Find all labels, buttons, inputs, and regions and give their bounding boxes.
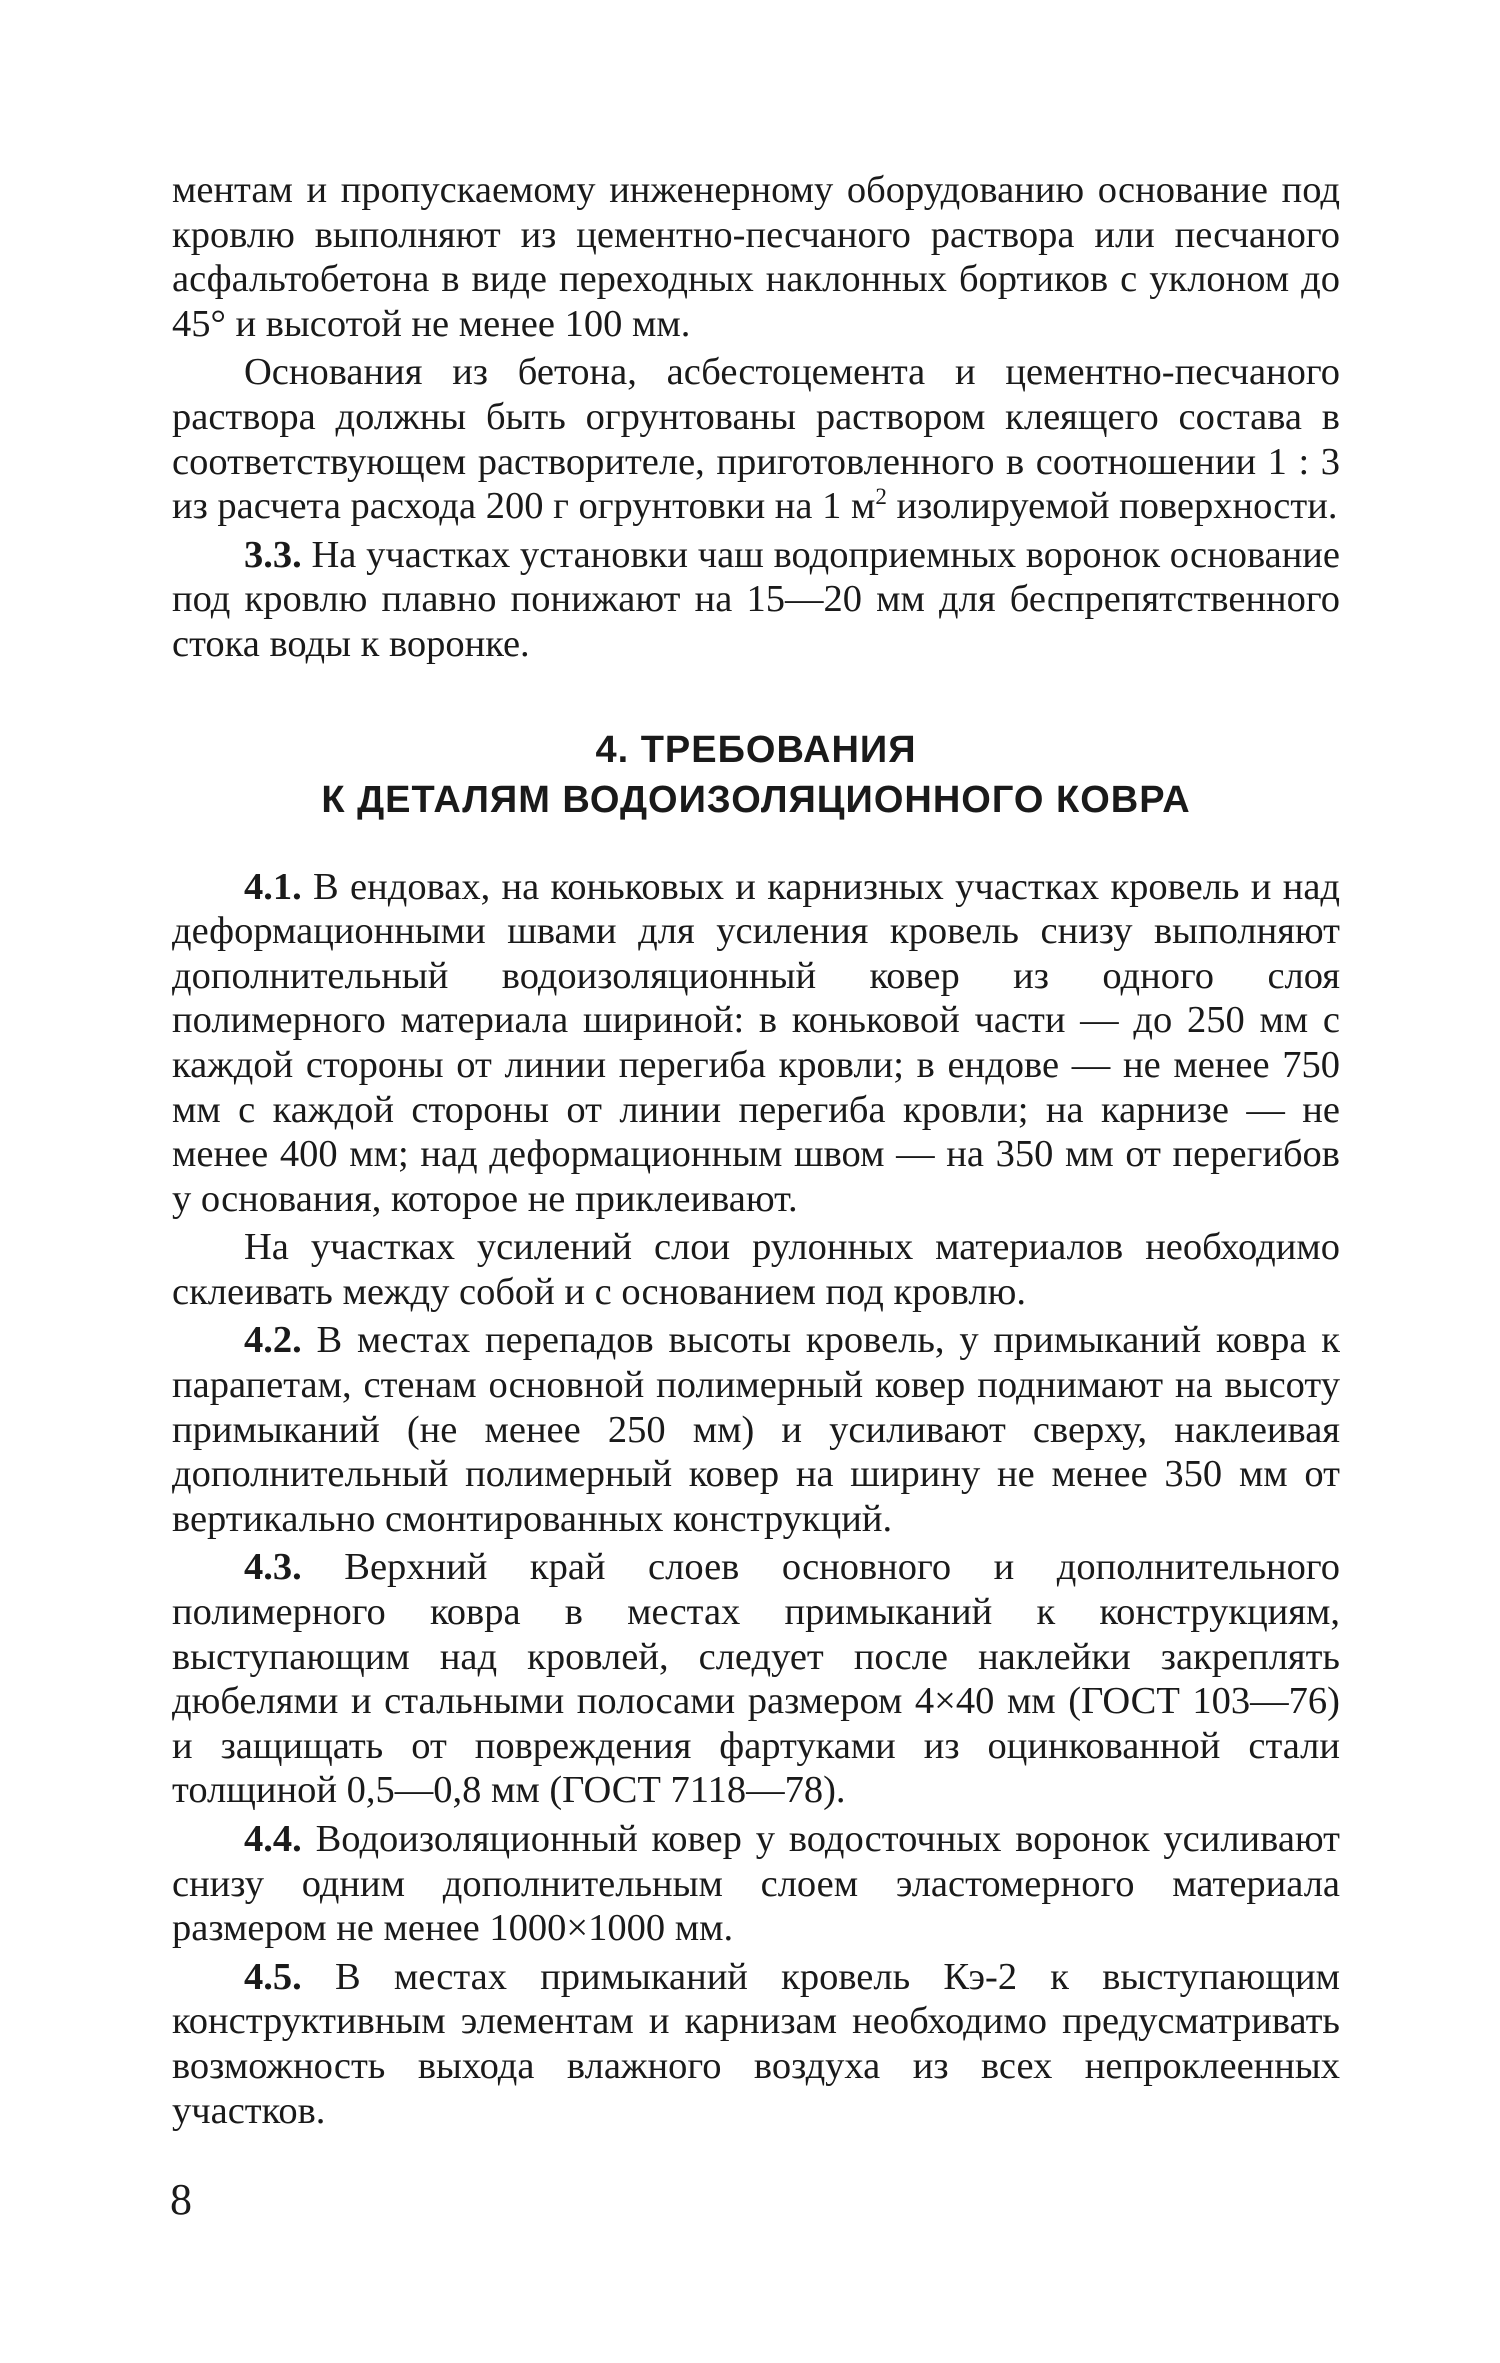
section-heading-line2: К ДЕТАЛЯМ ВОДОИЗОЛЯЦИОННОГО КОВРА	[321, 778, 1191, 821]
paragraph-4-5: 4.5. В местах примыканий кровель Кэ-2 к выступающим конструктивным элементам и карнизам необходимо предусматривать возможность выхода влажного воздуха из всех непроклеенных участков.	[172, 1955, 1340, 2132]
clause-number: 3.3.	[244, 533, 302, 576]
paragraph-continued: ментам и пропускаемому инженерному оборудованию основание под кровлю выполняют из цементно-песчаного раствора или песчаного асфальтобетона в виде переходных наклонных бортиков с уклоном до 45° и высотой не менее 100 мм.	[172, 169, 1340, 345]
section-heading-line1: 4. ТРЕБОВАНИЯ	[595, 728, 917, 771]
paragraph-4-1: 4.1. В ендовах, на коньковых и карнизных участках кровель и над деформационными швами для усиления кровель снизу выполняют дополнительный водоизоляционный ковер из одного слоя полимерного материала шириной: в коньковой части — до 250 мм с каждой стороны от линии перегиба кровли; в ендове — не менее 750 мм с каждой стороны от линии перегиба кровли; на карнизе — не менее 400 мм; над деформационным швом — на 350 мм от перегибов у основания, которое не приклеивают.	[172, 865, 1340, 1220]
section-heading	[172, 725, 1340, 825]
paragraph-4-3: 4.3. Верхний край слоев основного и дополнительного полимерного ковра в местах примыканий к конструкциям, выступающим над кровлей, следует после наклейки закреплять дюбелями и стальными полосами размером 4×40 мм (ГОСТ 103—76) и защищать от повреждения фартуками из оцинкованной стали толщиной 0,5—0,8 мм (ГОСТ 7118—78).	[172, 1546, 1340, 1812]
paragraph-4-2: 4.2. В местах перепадов высоты кровель, у примыканий ковра к парапетам, стенам основной полимерный ковер поднимают на высоту примыканий (не менее 250 мм) и усиливают сверху, наклеивая дополнительный полимерный ковер на ширину не менее 350 мм от вертикально смонтированных конструкций.	[172, 1319, 1340, 1540]
paragraph-reinforcement: На участках усилений слои рулонных материалов необходимо склеивать между собой и с основанием под кровлю.	[172, 1226, 1340, 1313]
paragraph-4-4: 4.4. Водоизоляционный ковер у водосточных воронок усиливают снизу одним дополнительным слоем эластомерного материала размером не менее 1000×1000 мм.	[172, 1818, 1340, 1950]
paragraph-3-3: 3.3. На участках установки чаш водоприемных воронок основание под кровлю плавно понижают на 15—20 мм для беспрепятственного стока воды к воронке.	[172, 533, 1340, 665]
clause-number: 4.4.	[244, 1818, 302, 1860]
clause-number: 4.5.	[244, 1955, 302, 1998]
superscript-square: 2	[875, 483, 887, 510]
paragraph-priming: Основания из бетона, асбестоцемента и цементно-песчаного раствора должны быть огрунтованы раствором клеящего состава в соответствующем растворителе, приготовленного в соотношении 1 : 3 из расчета расхода 200 г огрунтовки на 1 $м^2$ изолируемой поверхности.	[172, 351, 1340, 528]
document-page	[172, 168, 1340, 2137]
clause-number: 4.2.	[244, 1319, 302, 1362]
clause-number: 4.1.	[244, 865, 302, 908]
page-number: 8	[170, 2175, 192, 2224]
clause-number: 4.3.	[244, 1546, 302, 1589]
